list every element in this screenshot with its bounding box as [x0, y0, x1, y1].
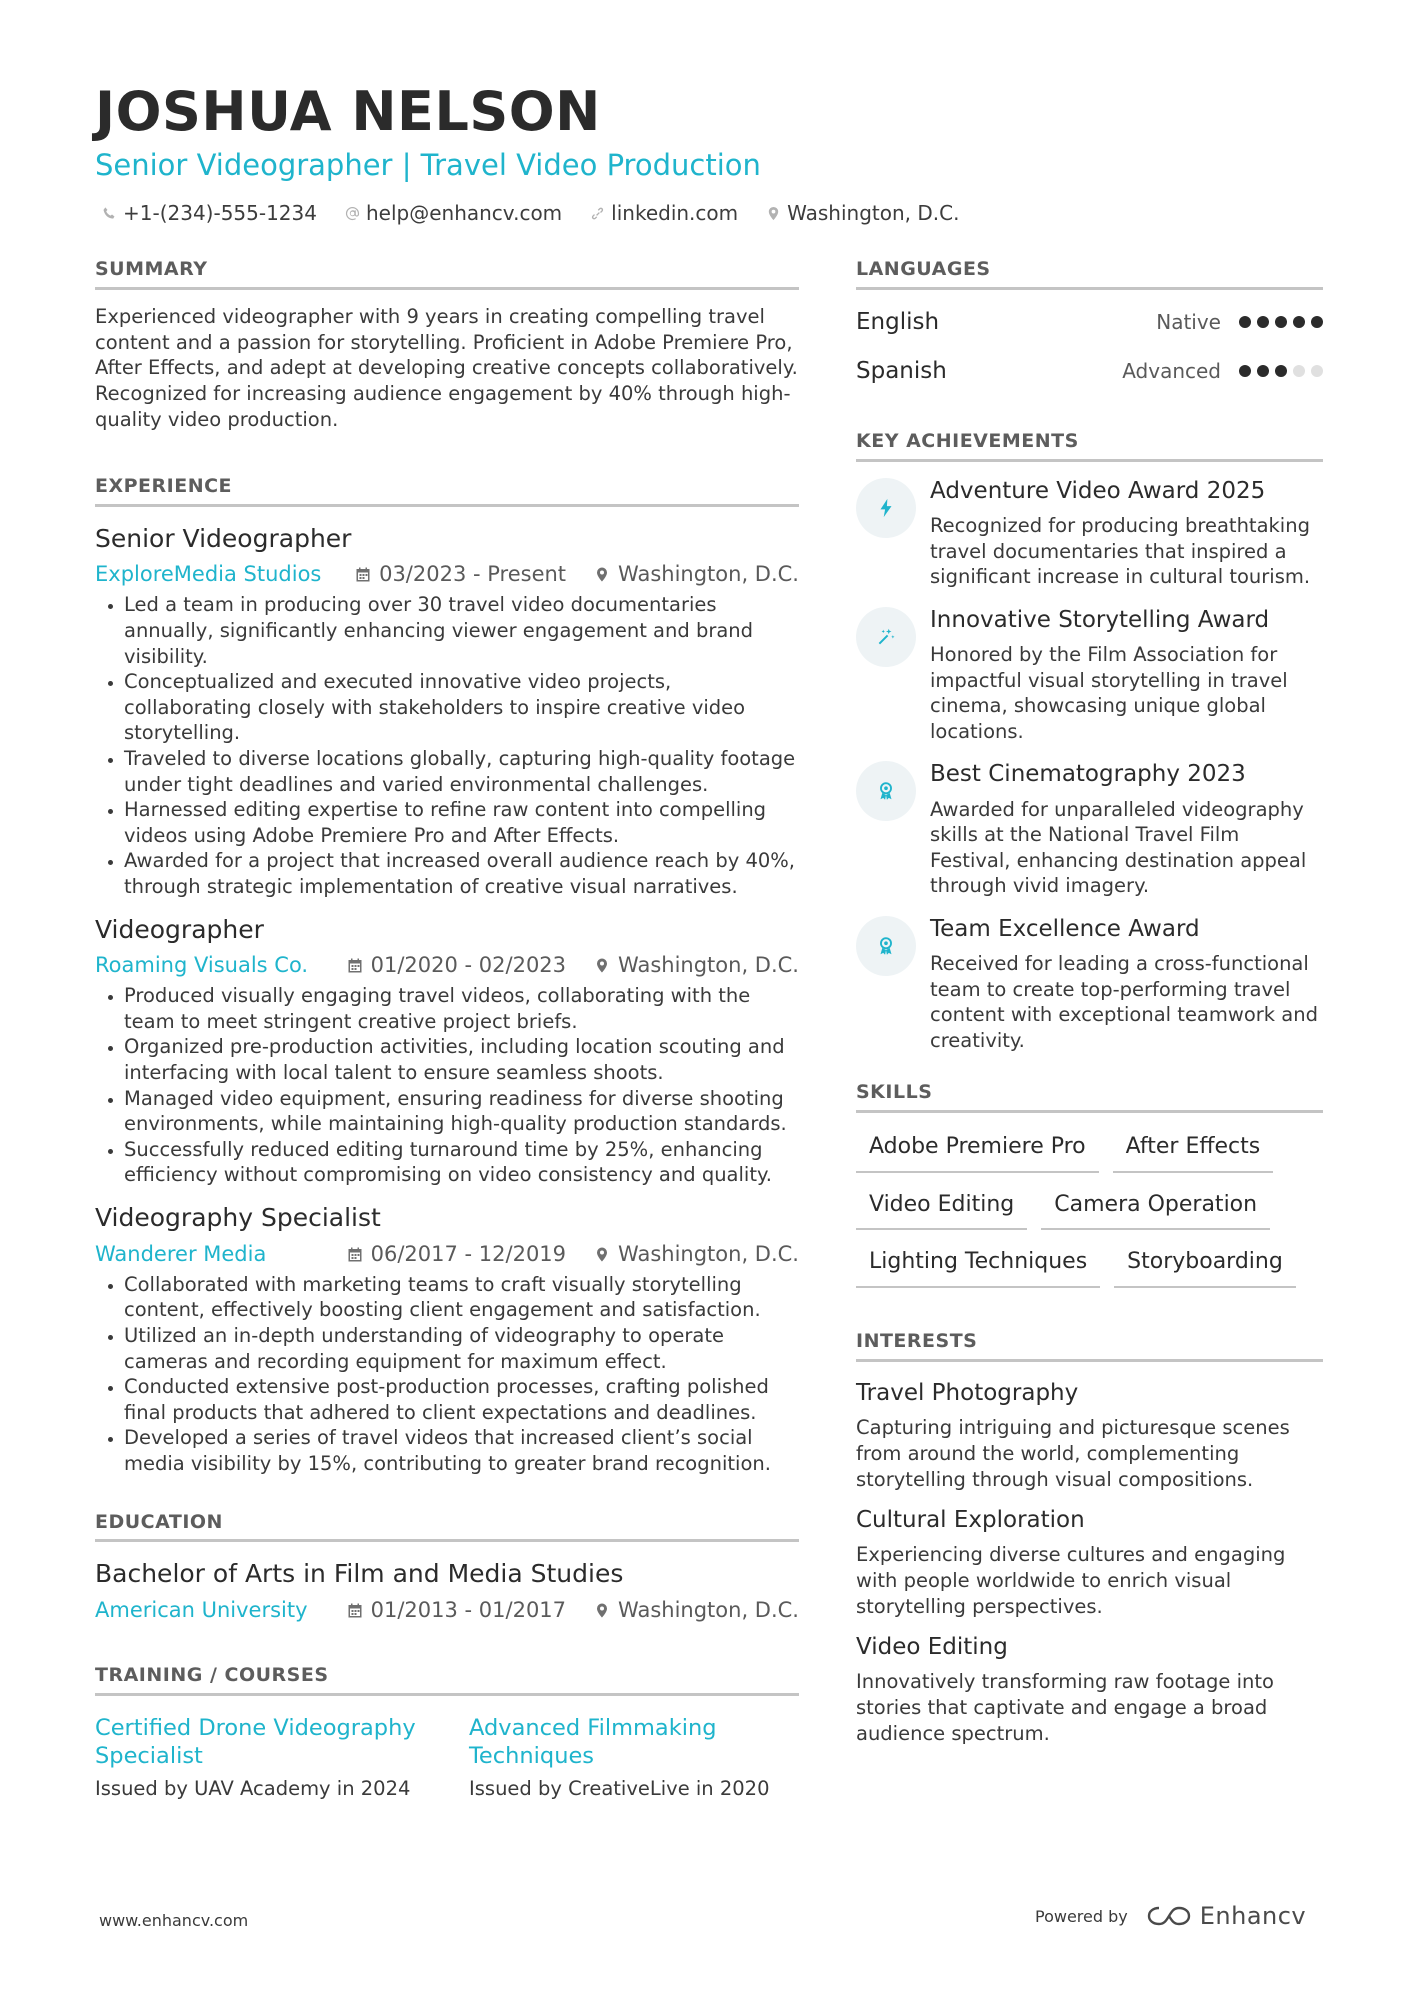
link-icon: [590, 206, 605, 221]
job-dates: [347, 1241, 566, 1268]
achievement-desc: Honored by the Film Association for impactful visual storytelling in travel cinema, showcasing unique global locations.: [930, 643, 1288, 743]
award-icon: [875, 935, 897, 957]
achievement-body: [930, 916, 1323, 1054]
skill-tag: Camera Operation: [1041, 1187, 1270, 1231]
interest-title: Travel Photography: [856, 1379, 1079, 1406]
education-dates: [347, 1597, 566, 1624]
course-desc: Issued by UAV Academy in 2024: [95, 1776, 411, 1800]
achievement-desc: Received for leading a cross-functional team to create top-performing travel content with exceptional teamwork and creativity.: [930, 952, 1318, 1052]
contact-phone[interactable]: [102, 201, 317, 225]
section-title-skills: SKILLS: [856, 1081, 1323, 1113]
language-item: [856, 298, 1323, 347]
section-title-summary: SUMMARY: [95, 258, 799, 290]
calendar-icon: [347, 1246, 363, 1263]
contact-email[interactable]: [345, 201, 562, 225]
job-bullet: • Successfully reduced editing turnaround time by 25%, enhancing efficiency without compromising on video consistency and quality.: [124, 1137, 799, 1188]
achievement-body: [930, 478, 1323, 590]
job-bullet: • Managed video equipment, ensuring readiness for diverse shooting environments, while maintaining high-quality production standards.: [124, 1086, 799, 1137]
training-section: [95, 1664, 799, 1801]
left-column: [95, 258, 799, 1801]
right-column: [856, 258, 1323, 1761]
company-name: Roaming Visuals Co.: [95, 953, 309, 977]
interest-desc: Capturing intriguing and picturesque scenes from around the world, complementing storytelling through visual compositions.: [856, 1416, 1290, 1492]
job-location-text: Washington, D.C.: [618, 562, 799, 587]
job-bullets: [95, 1272, 799, 1477]
language-name: Spanish: [856, 358, 947, 385]
achievement-title: Best Cinematography 2023: [930, 761, 1246, 788]
job-entry: [95, 523, 799, 900]
rating-dot-filled: [1257, 316, 1269, 328]
language-rating: [1239, 365, 1323, 377]
job-dates-text: 01/2020 - 02/2023: [370, 953, 567, 977]
achievement-icon-wrap: [856, 761, 916, 821]
interest-title: Cultural Exploration: [856, 1506, 1085, 1533]
linkedin-text: linkedin.com: [611, 201, 739, 225]
skill-tag: Lighting Techniques: [856, 1244, 1100, 1288]
education-section: [95, 1511, 799, 1625]
footer-website-link[interactable]: www.enhancv.com: [99, 1911, 249, 1930]
company-name: Wanderer Media: [95, 1241, 267, 1266]
at-icon: [345, 206, 360, 221]
experience-section: [95, 475, 799, 1477]
interest-item: [856, 1507, 1323, 1620]
brand-name: Enhancv: [1199, 1902, 1307, 1930]
course-list: [95, 1714, 799, 1801]
skill-tag: After Effects: [1113, 1129, 1274, 1173]
course-item: [95, 1714, 425, 1801]
job-meta: [95, 561, 799, 588]
job-dates-text: 03/2023 - Present: [379, 562, 567, 587]
language-name: English: [856, 309, 940, 336]
achievement-body: [930, 761, 1323, 899]
job-bullet: • Conceptualized and executed innovative video projects, collaborating closely with stakeholders to inspire creative video storytelling.: [124, 669, 799, 746]
job-title: Videographer: [95, 914, 264, 944]
interest-desc: Innovatively transforming raw footage into stories that captivate and engage a broad audience spectrum.: [856, 1670, 1274, 1745]
rating-dot-empty: [1293, 365, 1305, 377]
course-desc: Issued by CreativeLive in 2020: [469, 1776, 770, 1800]
achievement-title: Adventure Video Award 2025: [930, 477, 1266, 504]
job-location: [594, 561, 799, 588]
course-title: Certified Drone Videography Specialist: [95, 1714, 416, 1769]
job-bullet: • Organized pre-production activities, including location scouting and interfacing with local talent to ensure seamless shoots.: [124, 1034, 799, 1085]
brand-logo[interactable]: [1146, 1902, 1306, 1930]
achievement-item: [856, 916, 1323, 1054]
section-title-experience: EXPERIENCE: [95, 475, 799, 507]
rating-dot-filled: [1311, 316, 1323, 328]
job-dates: [347, 952, 566, 979]
course-item: [469, 1714, 799, 1801]
achievement-item: [856, 478, 1323, 590]
section-title-languages: LANGUAGES: [856, 258, 1323, 290]
job-title: Videography Specialist: [95, 1203, 381, 1233]
course-title: Advanced Filmmaking Techniques: [469, 1714, 717, 1769]
rating-dot-filled: [1257, 365, 1269, 377]
job-bullets: [95, 592, 799, 899]
job-bullet: • Led a team in producing over 30 travel video documentaries annually, significantly enhancing viewer engagement and brand visibility.: [124, 592, 799, 669]
location-pin-icon: [766, 206, 781, 221]
achievement-desc: Recognized for producing breathtaking travel documentaries that inspired a significant increase in cultural tourism.: [930, 514, 1311, 589]
calendar-icon: [347, 1602, 363, 1619]
candidate-name: JOSHUA NELSON: [95, 80, 601, 143]
degree-title: Bachelor of Arts in Film and Media Studies: [95, 1559, 624, 1589]
interests-section: [856, 1330, 1323, 1747]
skill-tag: Adobe Premiere Pro: [856, 1129, 1099, 1173]
headline: Senior Videographer | Travel Video Production: [95, 148, 761, 182]
achievement-icon-wrap: [856, 478, 916, 538]
rating-dot-filled: [1275, 365, 1287, 377]
job-bullet: • Harnessed editing expertise to refine raw content into compelling videos using Adobe Premiere Pro and After Effects.: [124, 797, 799, 848]
wand-icon: [875, 626, 897, 648]
rating-dot-empty: [1311, 365, 1323, 377]
enhancv-logo-icon: [1146, 1904, 1192, 1928]
company-name: ExploreMedia Studios: [95, 562, 322, 587]
job-dates-text: 06/2017 - 12/2019: [370, 1241, 567, 1266]
powered-by-text: Powered by: [1035, 1906, 1128, 1926]
contact-bar: [102, 201, 959, 225]
location-pin-icon: [594, 1246, 610, 1263]
job-meta: [95, 952, 799, 979]
job-dates: [355, 561, 566, 588]
interest-desc: Experiencing diverse cultures and engaging with people worldwide to enrich visual storytelling perspectives.: [856, 1543, 1286, 1619]
section-title-training: TRAINING / COURSES: [95, 1664, 799, 1696]
calendar-icon: [355, 566, 371, 583]
language-level: Native: [1156, 310, 1221, 335]
achievement-icon-wrap: [856, 607, 916, 667]
job-bullet: • Developed a series of travel videos that increased client’s social media visibility by 15%, contributing to greater brand recognition.: [124, 1425, 799, 1476]
job-bullet: • Awarded for a project that increased overall audience reach by 40%, through strategic implementation of creative visual narratives.: [124, 848, 799, 899]
interest-title: Video Editing: [856, 1633, 1008, 1660]
skill-list: [856, 1129, 1323, 1288]
email-text: help@enhancv.com: [365, 201, 563, 225]
location-pin-icon: [594, 1602, 610, 1619]
footer-brand: [1035, 1902, 1306, 1930]
skill-tag: Storyboarding: [1114, 1244, 1296, 1288]
section-title-interests: INTERESTS: [856, 1330, 1323, 1362]
school-name: American University: [95, 1597, 308, 1622]
summary-text: Experienced videographer with 9 years in creating compelling travel content and a passion for storytelling. Proficient in Adobe Premiere Pro, After Effects, and adept at developing creative concepts collaboratively. Recognized for increasing audience engagement by 40% through high-quality video production.: [95, 304, 798, 431]
job-bullet: • Produced visually engaging travel videos, collaborating with the team to meet stringent creative project briefs.: [124, 983, 799, 1034]
achievement-title: Innovative Storytelling Award: [930, 606, 1270, 633]
bolt-icon: [875, 497, 897, 519]
summary-section: [95, 258, 799, 433]
location-pin-icon: [594, 957, 610, 974]
skill-tag: Video Editing: [856, 1187, 1027, 1231]
job-meta: [95, 1241, 799, 1268]
job-bullet: • Conducted extensive post-production processes, crafting polished final products that adhered to client expectations and deadlines.: [124, 1374, 799, 1425]
rating-dot-filled: [1239, 365, 1251, 377]
section-title-achievements: KEY ACHIEVEMENTS: [856, 430, 1323, 462]
achievement-body: [930, 607, 1323, 745]
job-bullet: • Collaborated with marketing teams to craft visually storytelling content, effectively boosting client engagement and satisfaction.: [124, 1272, 799, 1323]
education-location: [594, 1597, 799, 1624]
job-entry: [95, 914, 799, 1189]
achievement-desc: Awarded for unparalleled videography skills at the National Travel Film Festival, enhancing destination appeal through vivid imagery.: [930, 797, 1307, 898]
job-location-text: Washington, D.C.: [618, 953, 799, 977]
achievement-item: [856, 607, 1323, 745]
job-title: Senior Videographer: [95, 523, 352, 553]
job-entry: [95, 1202, 799, 1477]
achievement-icon-wrap: [856, 916, 916, 976]
language-level: Advanced: [1122, 359, 1221, 384]
rating-dot-filled: [1293, 316, 1305, 328]
education-dates-text: 01/2013 - 01/2017: [370, 1597, 567, 1622]
job-location: [594, 1241, 799, 1268]
achievement-item: [856, 761, 1323, 899]
rating-dot-filled: [1239, 316, 1251, 328]
job-bullet: • Traveled to diverse locations globally, capturing high-quality footage under tight deadlines and varied environmental challenges.: [124, 746, 799, 797]
achievements-section: [856, 430, 1323, 1054]
location-pin-icon: [594, 566, 610, 583]
language-item: [856, 347, 1323, 396]
contact-linkedin[interactable]: [590, 201, 738, 225]
job-bullet: • Utilized an in-depth understanding of videography to operate cameras and recording equipment for maximum effect.: [124, 1323, 799, 1374]
language-rating: [1239, 316, 1323, 328]
job-location-text: Washington, D.C.: [618, 1241, 799, 1266]
job-location: [594, 952, 799, 979]
award-icon: [875, 780, 897, 802]
achievement-title: Team Excellence Award: [930, 915, 1200, 942]
phone-icon: [102, 206, 117, 221]
phone-text: +1-(234)-555-1234: [123, 201, 317, 225]
interest-item: [856, 1634, 1323, 1747]
languages-section: [856, 258, 1323, 396]
contact-location: [766, 201, 959, 225]
rating-dot-filled: [1275, 316, 1287, 328]
calendar-icon: [347, 957, 363, 974]
section-title-education: EDUCATION: [95, 1511, 799, 1543]
interest-item: [856, 1380, 1323, 1493]
skills-section: [856, 1081, 1323, 1288]
education-location-text: Washington, D.C.: [618, 1597, 799, 1622]
education-meta: [95, 1597, 799, 1624]
location-text: Washington, D.C.: [787, 201, 960, 225]
job-bullets: [95, 983, 799, 1188]
